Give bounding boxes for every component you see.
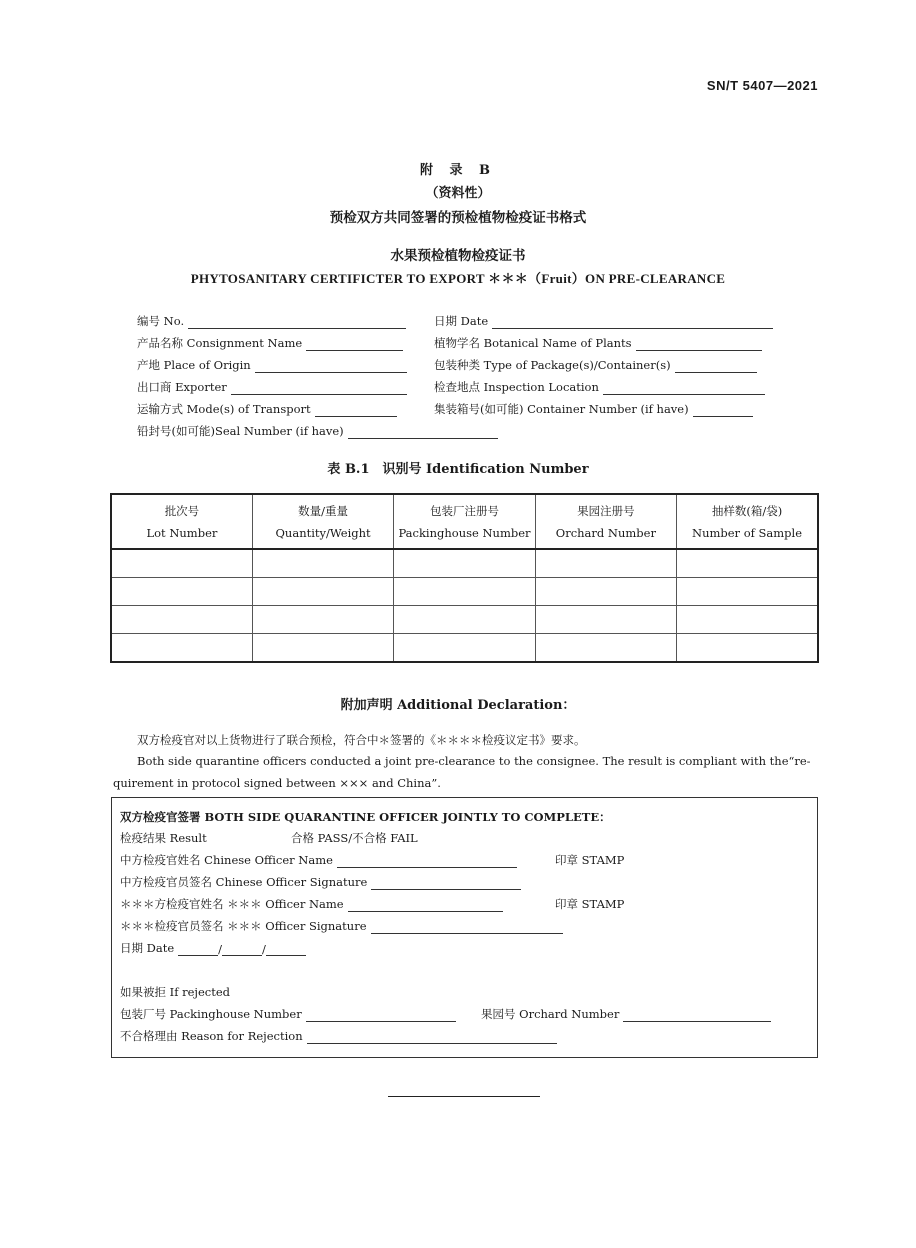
field-seal: 铅封号(如可能)Seal Number (if have) xyxy=(137,423,498,439)
appendix-subtitle: 预检双方共同签署的预检植物检疫证书格式 xyxy=(329,210,587,226)
field-transport: 运输方式 Mode(s) of Transport xyxy=(137,401,397,417)
table-header-row xyxy=(111,494,818,549)
table-cell[interactable] xyxy=(111,549,252,578)
date-year-line[interactable] xyxy=(266,943,306,956)
field-date-line[interactable] xyxy=(492,316,773,329)
field-origin: 产地 Place of Origin xyxy=(137,357,407,373)
field-inspection-line[interactable] xyxy=(603,382,765,395)
officer-box-heading: 双方检疫官签署 BOTH SIDE QUARANTINE OFFICER JOINTLY TO COMPLETE： xyxy=(120,810,611,824)
field-no: 编号 No. xyxy=(137,313,406,329)
header-packinghouse-number: 包装厂注册号 Packinghouse Number xyxy=(394,494,535,549)
table-cell[interactable] xyxy=(677,578,818,606)
table-cell[interactable] xyxy=(535,634,676,663)
result-label: 检疫结果 Result xyxy=(120,831,207,845)
certificate-title-cn: 水果预检植物检疫证书 xyxy=(390,248,526,264)
field-botanical-line[interactable] xyxy=(636,338,762,351)
identification-table xyxy=(110,493,819,663)
rejection-reason-line[interactable] xyxy=(307,1031,557,1044)
rejected-orchard-line[interactable] xyxy=(623,1009,771,1022)
table-cell[interactable] xyxy=(535,606,676,634)
field-container-line[interactable] xyxy=(693,404,753,417)
table-cell[interactable] xyxy=(535,549,676,578)
header-orchard-number: 果园注册号 Orchard Number xyxy=(535,494,676,549)
table-cell[interactable] xyxy=(394,606,535,634)
table-cell[interactable] xyxy=(111,578,252,606)
declaration-title: 附加声明 Additional Declaration： xyxy=(340,698,576,713)
date-field: 日期 Date / / xyxy=(120,940,306,956)
header-lot-number: 批次号 Lot Number xyxy=(111,494,252,549)
header-number-of-sample: 抽样数(箱/袋) Number of Sample xyxy=(677,494,818,549)
field-package: 包装种类 Type of Package(s)/Container(s) xyxy=(434,357,757,373)
field-origin-line[interactable] xyxy=(255,360,407,373)
field-no-line[interactable] xyxy=(188,316,406,329)
field-date: 日期 Date xyxy=(434,313,773,329)
field-consignment-line[interactable] xyxy=(306,338,403,351)
informative-label: （资料性） xyxy=(425,186,491,201)
field-seal-line[interactable] xyxy=(348,426,498,439)
stamp-label-2: 印章 STAMP xyxy=(555,897,625,911)
field-container: 集装箱号(如可能) Container Number (if have) xyxy=(434,401,753,417)
stamp-label-1: 印章 STAMP xyxy=(555,853,625,867)
table-cell[interactable] xyxy=(111,634,252,663)
date-month-line[interactable] xyxy=(222,943,262,956)
table-row xyxy=(111,549,818,578)
table-cell[interactable] xyxy=(677,549,818,578)
chinese-officer-name-line[interactable] xyxy=(337,855,517,868)
table-cell[interactable] xyxy=(252,634,393,663)
field-package-line[interactable] xyxy=(675,360,757,373)
appendix-title: 附 录 B xyxy=(419,163,497,178)
table-cell[interactable] xyxy=(677,634,818,663)
header-quantity-weight: 数量/重量 Quantity/Weight xyxy=(252,494,393,549)
table-cell[interactable] xyxy=(252,606,393,634)
other-officer-signature-line[interactable] xyxy=(371,921,563,934)
chinese-officer-name-field: 中方检疫官姓名 Chinese Officer Name xyxy=(120,852,517,868)
table-cell[interactable] xyxy=(252,549,393,578)
if-rejected-label: 如果被拒 If rejected xyxy=(120,985,231,999)
declaration-text-en-1: Both side quarantine officers conducted a joint pre-clearance to the consignee. The result is compliant with the“re- xyxy=(137,754,811,768)
rejection-reason-field: 不合格理由 Reason for Rejection xyxy=(120,1028,557,1044)
table-cell[interactable] xyxy=(394,634,535,663)
table-row xyxy=(111,578,818,606)
rejected-orchard-field: 果园号 Orchard Number xyxy=(481,1006,771,1022)
end-rule xyxy=(388,1096,540,1097)
date-day-line[interactable] xyxy=(178,943,218,956)
result-options[interactable]: 合格 PASS/不合格 FAIL xyxy=(291,831,418,845)
field-exporter-line[interactable] xyxy=(231,382,407,395)
table-cell[interactable] xyxy=(252,578,393,606)
table-title: 表 B.1 识别号 Identification Number xyxy=(327,462,589,477)
certificate-title-en: PHYTOSANITARY CERTIFICTER TO EXPORT ＊＊＊（Fruit）ON PRE-CLEARANCE xyxy=(190,271,726,286)
table-row xyxy=(111,634,818,663)
table-cell[interactable] xyxy=(394,578,535,606)
field-botanical: 植物学名 Botanical Name of Plants xyxy=(434,335,762,351)
field-consignment: 产品名称 Consignment Name xyxy=(137,335,403,351)
standard-number: SN/T 5407—2021 xyxy=(706,78,818,93)
rejected-packinghouse-line[interactable] xyxy=(306,1009,456,1022)
field-inspection: 检查地点 Inspection Location xyxy=(434,379,765,395)
declaration-text-cn: 双方检疫官对以上货物进行了联合预检，符合中＊签署的《＊＊＊＊检疫议定书》要求。 xyxy=(137,733,586,747)
other-officer-name-line[interactable] xyxy=(348,899,503,912)
rejected-packinghouse-field: 包装厂号 Packinghouse Number xyxy=(120,1006,456,1022)
chinese-officer-signature-line[interactable] xyxy=(371,877,521,890)
table-cell[interactable] xyxy=(111,606,252,634)
other-officer-name-field: ＊＊＊方检疫官姓名 ＊＊＊ Officer Name xyxy=(120,896,503,912)
table-row xyxy=(111,606,818,634)
field-exporter: 出口商 Exporter xyxy=(137,379,407,395)
table-cell[interactable] xyxy=(535,578,676,606)
field-transport-line[interactable] xyxy=(315,404,397,417)
declaration-text-en-2: quirement in protocol signed between ××× and China”. xyxy=(113,776,441,790)
table-cell[interactable] xyxy=(394,549,535,578)
chinese-officer-signature-field: 中方检疫官员签名 Chinese Officer Signature xyxy=(120,874,521,890)
other-officer-signature-field: ＊＊＊检疫官员签名 ＊＊＊ Officer Signature xyxy=(120,918,563,934)
table-cell[interactable] xyxy=(677,606,818,634)
